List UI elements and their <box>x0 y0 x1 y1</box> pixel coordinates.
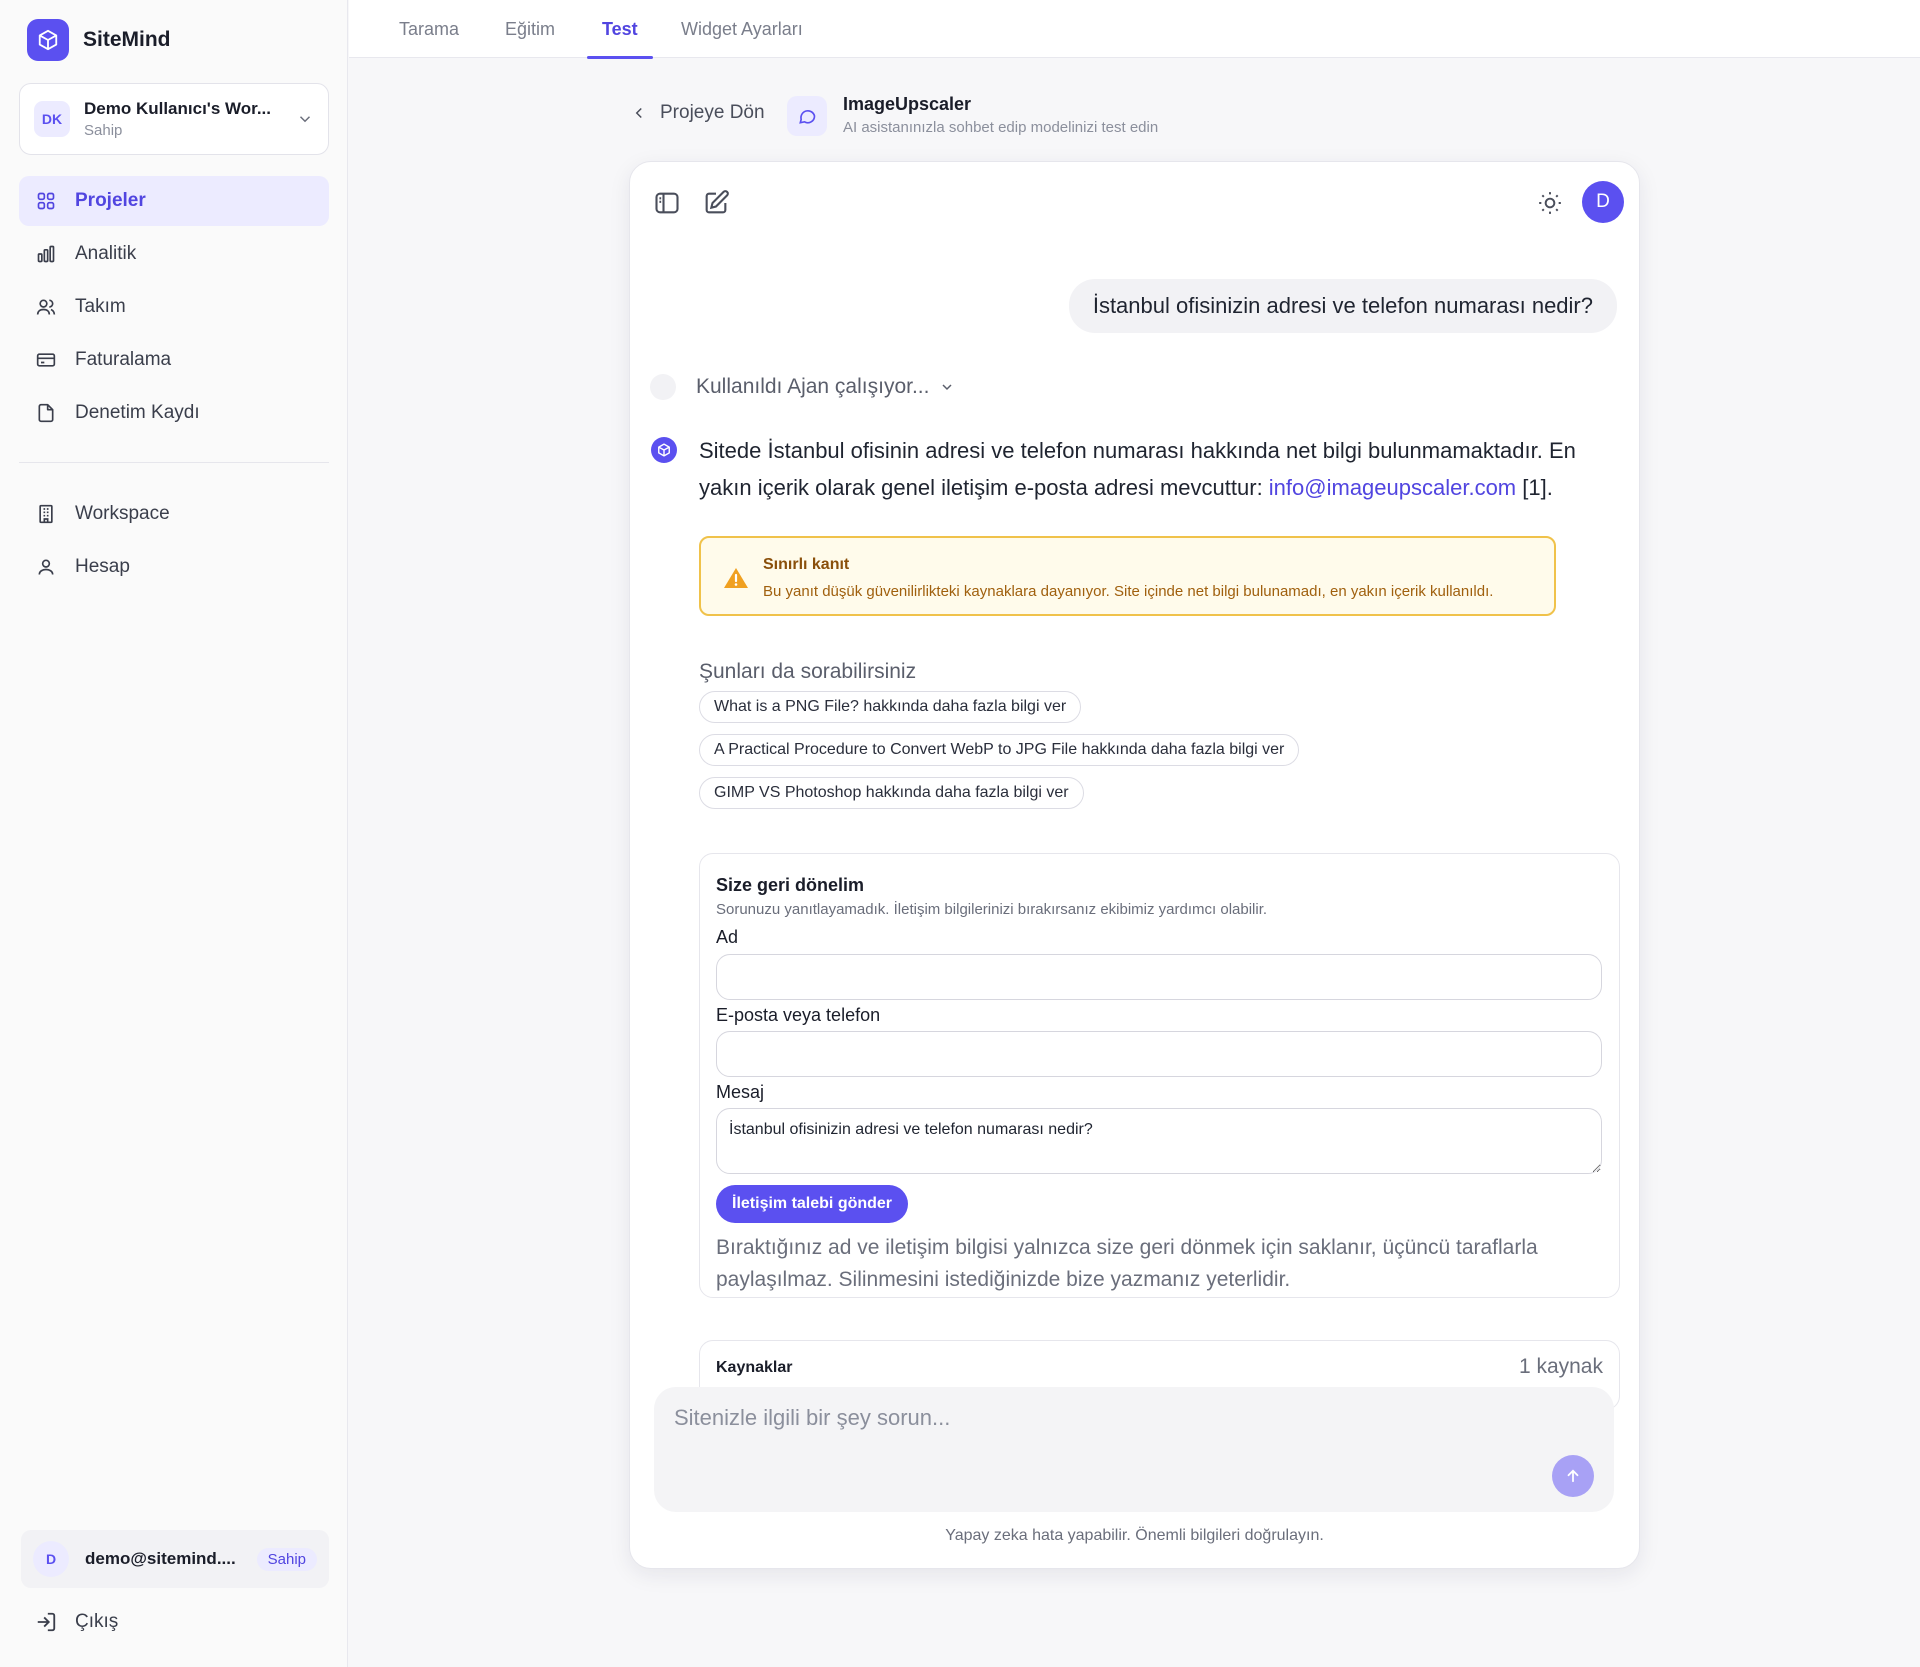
name-input[interactable] <box>716 954 1602 1000</box>
sidebar-item-label: Hesap <box>75 556 130 577</box>
email-link[interactable]: info@imageupscaler.com <box>1268 475 1517 500</box>
message-label: Mesaj <box>716 1082 765 1102</box>
alert-text: Bu yanıt düşük güvenilirlikteki kaynaklara dayanıyor. Site içinde net bilgi bulunamadı, en yakın içerik kullanıldı. <box>763 583 1494 600</box>
sources-count: 1 kaynak <box>1518 1355 1603 1378</box>
tab-egitim[interactable]: Eğitim <box>505 18 556 39</box>
suggestion-chip[interactable]: GIMP VS Photoshop hakkında daha fazla bilgi ver <box>699 777 1084 809</box>
tab-tarama[interactable]: Tarama <box>399 18 460 39</box>
name-label: Ad <box>716 927 739 947</box>
privacy-note: Bıraktığınız ad ve iletişim bilgisi yalnızca size geri dönmek için saklanır, üçüncü taraflarla paylaşılmaz. Silinmesini istediğinizde bize yazmanız yeterlidir. <box>716 1236 1538 1291</box>
tab-test[interactable]: Test <box>602 0 638 58</box>
sidebar-item-analitik[interactable] <box>19 229 329 279</box>
ai-disclaimer: Yapay zeka hata yapabilir. Önemli bilgileri doğrulayın. <box>945 1527 1324 1544</box>
chat-input[interactable] <box>674 1405 1554 1431</box>
suggestion-chip[interactable]: A Practical Procedure to Convert WebP to JPG File hakkında daha fazla bilgi ver <box>699 734 1299 766</box>
project-subtitle: AI asistanınızla sohbet edip modelinizi test edin <box>843 119 1159 136</box>
chevron-left-icon <box>630 104 648 122</box>
workspace-avatar: DK <box>34 101 70 137</box>
user-card[interactable] <box>21 1530 329 1588</box>
bot-message-text: Sitede İstanbul ofisinin adresi ve telefon numarası hakkında net bilgi bulunmamaktadır. En yakın içerik olarak genel iletişim e-posta adresi mevcuttur: <box>699 438 1576 500</box>
credit-card-icon <box>35 349 57 371</box>
sidebar-item-label: Faturalama <box>75 349 172 370</box>
project-title: ImageUpscaler <box>843 94 972 114</box>
warning-triangle-icon <box>723 566 749 590</box>
contact-label: E-posta veya telefon <box>716 1005 881 1025</box>
tab-widget-ayarlari[interactable]: Widget Ayarları <box>681 18 803 39</box>
brand-name: SiteMind <box>83 28 171 51</box>
brand[interactable] <box>27 19 171 61</box>
bar-chart-icon <box>35 243 57 265</box>
sidebar-item-denetim-kaydi[interactable] <box>19 388 329 438</box>
message-textarea[interactable] <box>716 1108 1602 1174</box>
workspace-name: Demo Kullanıcı's Wor... <box>84 99 271 118</box>
grid-icon <box>35 190 57 212</box>
user-icon <box>35 556 57 578</box>
sidebar-item-workspace[interactable] <box>19 489 329 539</box>
sidebar-item-label: Analitik <box>75 243 137 264</box>
chat-panel <box>629 161 1640 1569</box>
sidebar-item-label: Projeler <box>75 190 146 211</box>
alert-title: Sınırlı kanıt <box>763 556 850 573</box>
contact-input[interactable] <box>716 1031 1602 1077</box>
avatar: D <box>33 1541 69 1577</box>
logout-button[interactable] <box>35 1611 118 1633</box>
suggestion-chip[interactable]: What is a PNG File? hakkında daha fazla bilgi ver <box>699 691 1081 723</box>
sun-icon[interactable] <box>1535 188 1565 218</box>
form-title: Size geri dönelim <box>716 875 865 895</box>
back-to-project-button[interactable] <box>630 102 765 124</box>
sidebar-item-label: Takım <box>75 296 126 317</box>
user-email: demo@sitemind.... <box>85 1549 236 1568</box>
role-badge: Sahip <box>257 1548 317 1571</box>
citation: [1]. <box>1516 475 1553 500</box>
back-label: Projeye Dön <box>660 102 765 123</box>
contact-form <box>699 853 1620 1298</box>
chevron-down-icon <box>939 379 955 395</box>
workspace-switcher[interactable] <box>19 83 329 155</box>
top-tabs <box>349 0 1920 58</box>
submit-contact-button[interactable]: İletişim talebi gönder <box>716 1185 908 1223</box>
sidebar-nav <box>19 176 329 595</box>
arrow-up-icon <box>1564 1467 1582 1485</box>
sources-title: Kaynaklar <box>716 1359 793 1376</box>
bot-message <box>699 432 1609 506</box>
chevron-down-icon <box>296 110 314 128</box>
sidebar-item-label: Denetim Kaydı <box>75 402 200 423</box>
agent-status-toggle[interactable] <box>650 374 955 400</box>
sidebar-toggle-icon[interactable] <box>652 188 682 218</box>
logout-icon <box>35 1611 57 1633</box>
sidebar-item-faturalama[interactable] <box>19 335 329 385</box>
cube-logo-icon <box>27 19 69 61</box>
file-icon <box>35 402 57 424</box>
workspace-role: Sahip <box>84 122 123 139</box>
chat-bubble-icon <box>787 96 827 136</box>
user-message: İstanbul ofisinizin adresi ve telefon numarası nedir? <box>1069 279 1617 333</box>
logout-label: Çıkış <box>75 1611 119 1632</box>
agent-status-icon <box>650 374 676 400</box>
sidebar <box>0 0 348 1667</box>
suggestions-title: Şunları da sorabilirsiniz <box>699 660 917 683</box>
sidebar-item-projeler[interactable] <box>19 176 329 226</box>
sidebar-item-takim[interactable] <box>19 282 329 332</box>
sidebar-divider <box>19 462 329 463</box>
users-icon <box>35 296 57 318</box>
form-description: Sorunuzu yanıtlayamadık. İletişim bilgilerinizi bırakırsanız ekibimiz yardımcı olabilir. <box>716 901 1268 918</box>
sidebar-item-label: Workspace <box>75 503 170 524</box>
limited-evidence-alert <box>699 536 1556 616</box>
sidebar-item-hesap[interactable] <box>19 542 329 592</box>
bot-avatar-icon <box>651 437 677 463</box>
chat-composer <box>654 1387 1614 1512</box>
building-icon <box>35 503 57 525</box>
new-chat-icon[interactable] <box>701 188 731 218</box>
agent-status-label: Kullanıldı Ajan çalışıyor... <box>696 375 930 398</box>
avatar[interactable]: D <box>1582 181 1624 223</box>
send-button[interactable] <box>1552 1455 1594 1497</box>
